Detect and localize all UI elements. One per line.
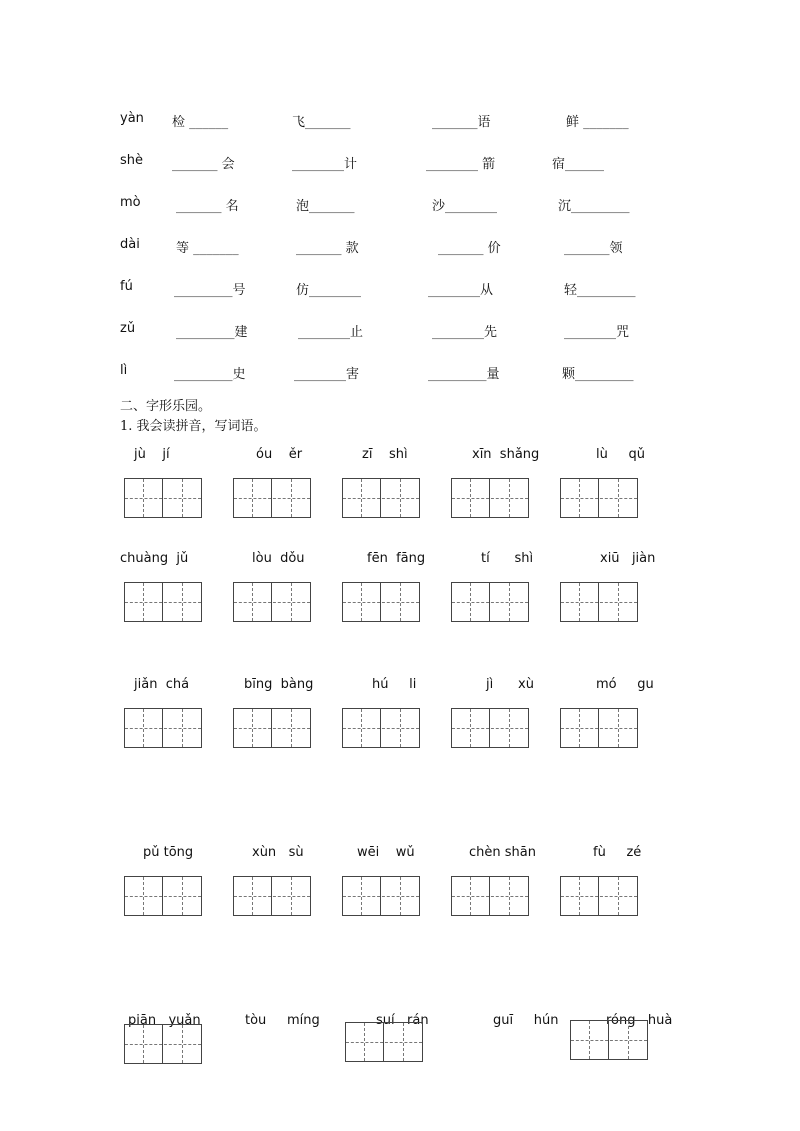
tianzi-grid[interactable] [560,582,638,622]
fill-item[interactable]: _______ 会 [172,157,235,172]
pinyin-label: fú [120,279,133,294]
fill-row [120,153,680,175]
fill-item[interactable]: ________止 [298,325,364,340]
pinyin-label: yàn [120,111,144,126]
pinyin-word: zī shì [362,447,408,462]
pinyin-word: fēn fāng [367,551,426,566]
tianzi-grid[interactable] [345,1022,423,1062]
tianzi-grid[interactable] [233,582,311,622]
pinyin-label: lì [120,363,128,378]
fill-item[interactable]: 等 _______ [176,241,239,256]
tianzi-grid[interactable] [233,876,311,916]
tianzi-grid[interactable] [451,478,529,518]
tianzi-grid[interactable] [560,478,638,518]
pinyin-word: mó gu [596,677,654,692]
pinyin-word: fù zé [593,845,642,860]
pinyin-label: mò [120,195,141,210]
fill-item[interactable]: ________ 箭 [426,157,496,172]
fill-item[interactable]: 鲜 _______ [566,115,629,130]
tianzi-grid[interactable] [233,478,311,518]
tianzi-grid[interactable] [451,708,529,748]
pinyin-word: guī hún [493,1013,559,1028]
tianzi-grid[interactable] [451,876,529,916]
tianzi-grid[interactable] [451,582,529,622]
pinyin-label: dài [120,237,140,252]
pinyin-word: jiǎn chá [134,677,190,692]
fill-row [120,195,680,217]
pinyin-word: bīng bàng [244,677,314,692]
fill-row [120,279,680,301]
fill-item[interactable]: _________量 [428,367,500,382]
fill-item[interactable]: _________史 [174,367,246,382]
pinyin-label: shè [120,153,144,168]
tianzi-grid[interactable] [560,876,638,916]
tianzi-grid[interactable] [233,708,311,748]
pinyin-word: chuàng jǔ [120,551,189,566]
pinyin-label: zǔ [120,321,136,336]
pinyin-word: tí shì [481,551,534,566]
fill-item[interactable]: 检 ______ [172,115,229,130]
pinyin-word: wēi wǔ [357,845,415,860]
pinyin-word: jì xù [486,677,534,692]
pinyin-word: chèn shān [469,845,536,860]
fill-item[interactable]: _______ 名 [176,199,239,214]
tianzi-grid[interactable] [124,708,202,748]
pinyin-word: lù qǔ [596,447,646,462]
fill-item[interactable]: 沉_________ [558,199,630,214]
pinyin-word: jù jí [134,447,170,462]
tianzi-grid[interactable] [342,708,420,748]
section-title: 二、字形乐园。 [120,399,212,414]
pinyin-word: hú li [372,677,417,692]
fill-item[interactable]: 仿________ [296,283,362,298]
fill-item[interactable]: _______ 价 [438,241,501,256]
fill-item[interactable]: 飞_______ [292,115,351,130]
pinyin-word: suí rán [376,1013,429,1028]
fill-row [120,363,680,385]
fill-item[interactable]: 沙________ [432,199,498,214]
pinyin-word: xùn sù [252,845,304,860]
pinyin-word: xiū jiàn [600,551,656,566]
fill-item[interactable]: ________咒 [564,325,630,340]
tianzi-grid[interactable] [570,1020,648,1060]
fill-item[interactable]: _________号 [174,283,246,298]
fill-item[interactable]: 泡_______ [296,199,355,214]
fill-item[interactable]: 颗_________ [562,367,634,382]
tianzi-grid[interactable] [124,876,202,916]
pinyin-word: óu ěr [256,447,303,462]
tianzi-grid[interactable] [342,876,420,916]
pinyin-word: pǔ tōng [143,845,194,860]
fill-item[interactable]: 轻_________ [564,283,636,298]
fill-item[interactable]: ________从 [428,283,494,298]
fill-item[interactable]: _______ 款 [296,241,359,256]
fill-item[interactable]: _______语 [432,115,491,130]
tianzi-grid[interactable] [342,478,420,518]
fill-row [120,237,680,259]
fill-item[interactable]: 宿______ [552,157,605,172]
pinyin-word: xīn shǎng [472,447,540,462]
fill-item[interactable]: _________建 [176,325,248,340]
fill-item[interactable]: _______领 [564,241,623,256]
fill-item[interactable]: ________计 [292,157,358,172]
fill-row [120,321,680,343]
fill-item[interactable]: ________先 [432,325,498,340]
pinyin-word: róng huà [606,1013,673,1028]
question-title: 1. 我会读拼音，写词语。 [120,419,267,434]
fill-row [120,111,680,133]
tianzi-grid[interactable] [560,708,638,748]
pinyin-word: tòu míng [245,1013,320,1028]
fill-item[interactable]: ________害 [294,367,360,382]
tianzi-grid[interactable] [124,1024,202,1064]
pinyin-word: piān yuǎn [128,1013,201,1028]
pinyin-word: lòu dǒu [252,551,305,566]
tianzi-grid[interactable] [342,582,420,622]
tianzi-grid[interactable] [124,582,202,622]
tianzi-grid[interactable] [124,478,202,518]
